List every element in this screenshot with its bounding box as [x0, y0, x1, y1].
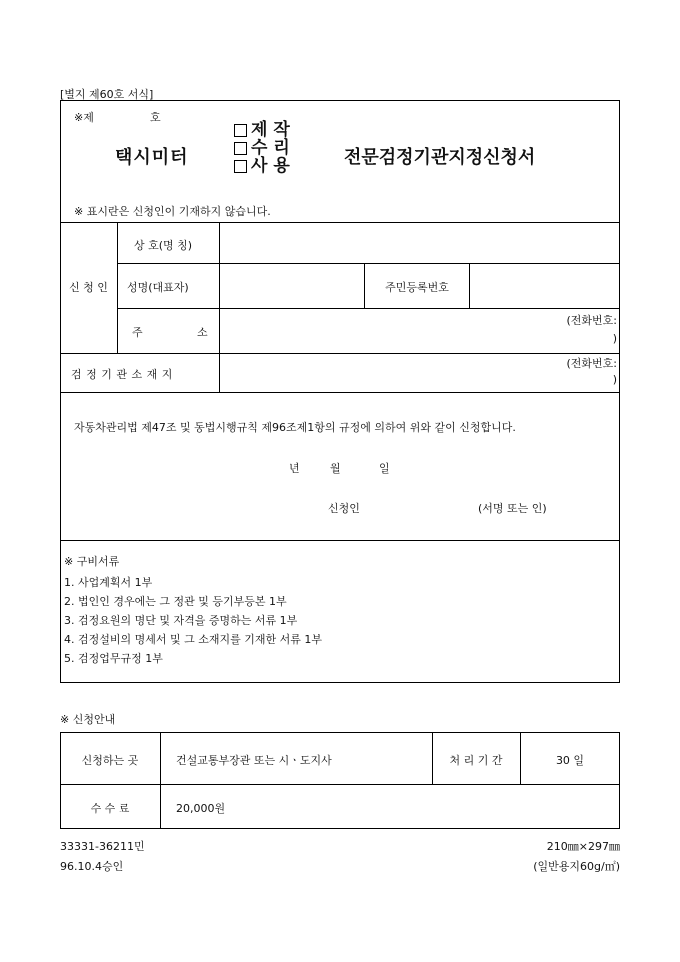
- resident-number-field[interactable]: [470, 264, 619, 307]
- where-value: 건설교통부장관 또는 시ㆍ도지사: [176, 754, 332, 767]
- fee-value: 20,000원: [176, 802, 226, 815]
- trade-name-label: 상 호(명 칭): [134, 239, 193, 252]
- form-code: 33331-36211민: [60, 840, 145, 853]
- list-item: 4. 검정설비의 명세서 및 그 소재지를 기재한 서류 1부: [64, 633, 322, 646]
- documents-title: ※ 구비서류: [64, 555, 120, 568]
- address-phone-open: (전화번호:: [566, 314, 617, 327]
- declaration-text: 자동차관리법 제47조 및 동법시행규칙 제96조제1항의 규정에 의하여 위와 같이 신청합니다.: [74, 421, 516, 434]
- address-phone-close: ): [612, 332, 617, 345]
- applicant-signature-label: 신청인: [328, 502, 360, 515]
- address-label-a: 주: [132, 326, 143, 339]
- approval-date: 96.10.4승인: [60, 860, 124, 873]
- paper-type: (일반용지60g/㎡): [533, 860, 620, 873]
- list-item: 1. 사업계획서 1부: [64, 576, 153, 589]
- applicant-group-label: 신 청 인: [69, 281, 108, 294]
- fee-label: 수 수 료: [90, 802, 130, 815]
- list-item: 2. 법인인 경우에는 그 정관 및 등기부등본 1부: [64, 595, 287, 608]
- receipt-number-mark: ※제: [74, 111, 94, 124]
- agency-phone-close: ): [612, 373, 617, 386]
- agency-phone-open: (전화번호:: [566, 357, 617, 370]
- list-item: 5. 검정업무규정 1부: [64, 652, 163, 665]
- checkbox-icon[interactable]: [234, 124, 247, 137]
- date-year: 년: [289, 462, 300, 475]
- checkbox-icon[interactable]: [234, 160, 247, 173]
- option-use[interactable]: 사 용: [234, 157, 290, 175]
- documents-list: [64, 573, 322, 668]
- list-item: 3. 검정요원의 명단 및 자격을 증명하는 서류 1부: [64, 614, 298, 627]
- signature-note: (서명 또는 인): [478, 502, 547, 515]
- resident-number-label: 주민등록번호: [385, 281, 449, 294]
- receipt-number-suffix: 호: [150, 111, 161, 124]
- office-use-note: ※ 표시란은 신청인이 기재하지 않습니다.: [74, 205, 271, 218]
- trade-name-field[interactable]: [220, 223, 619, 262]
- title-prefix: 택시미터: [115, 147, 189, 168]
- period-label: 처 리 기 간: [449, 754, 503, 767]
- representative-field[interactable]: [220, 264, 363, 307]
- form-label: [별지 제60호 서식]: [60, 88, 154, 101]
- option-manufacture[interactable]: 제 작: [234, 121, 290, 139]
- date-month: 월: [330, 462, 341, 475]
- where-label: 신청하는 곳: [81, 754, 139, 767]
- period-value: 30 일: [555, 754, 585, 767]
- title-suffix: 전문검정기관지정신청서: [344, 147, 536, 168]
- address-label-b: 소: [197, 326, 208, 339]
- checkbox-icon[interactable]: [234, 142, 247, 155]
- date-day: 일: [379, 462, 390, 475]
- agency-location-label: 검 정 기 관 소 재 지: [71, 368, 173, 381]
- option-repair[interactable]: 수 리: [234, 139, 290, 157]
- representative-label: 성명(대표자): [127, 281, 189, 294]
- purpose-options: [234, 121, 290, 175]
- paper-size: 210㎜×297㎜: [546, 840, 620, 853]
- guide-title: ※ 신청안내: [60, 713, 116, 726]
